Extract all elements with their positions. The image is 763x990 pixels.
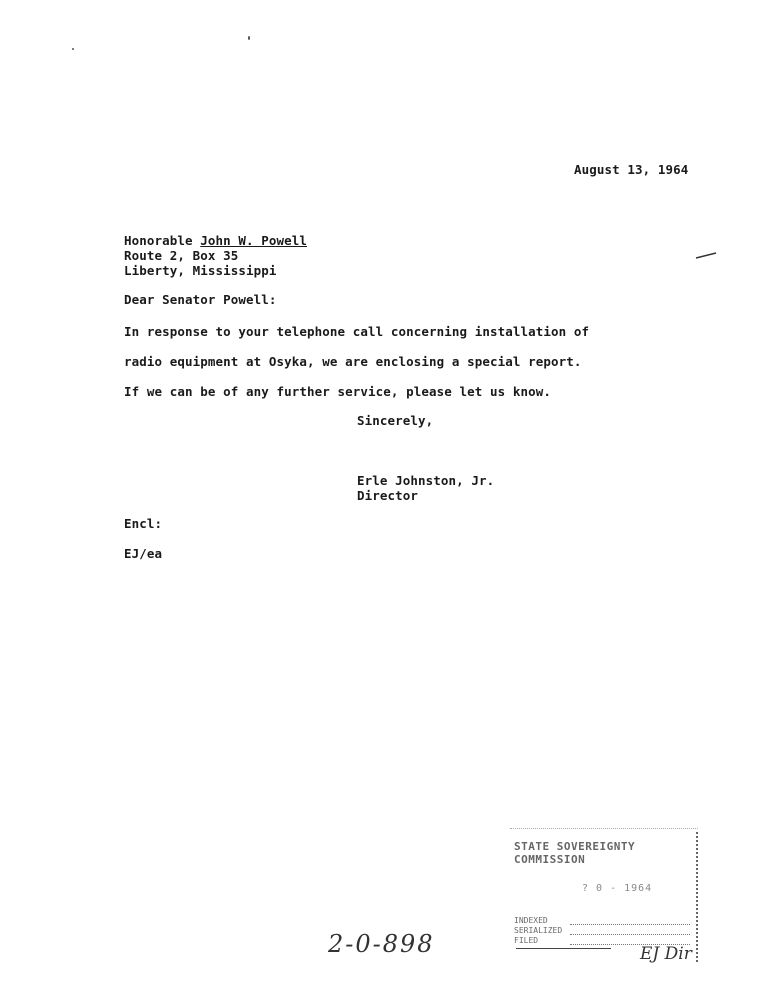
recipient-name: John W. Powell (200, 233, 308, 248)
received-stamp (510, 828, 698, 962)
body-paragraph-line: radio equipment at Osyka, we are enclosing a special report. (124, 354, 582, 369)
stamp-indexed: INDEXED (514, 916, 548, 925)
signer-name: Erle Johnston, Jr. (357, 473, 495, 488)
stamp-serialized: SERIALIZED (514, 926, 563, 935)
body-paragraph-line: In response to your telephone call concerning installation of (124, 324, 590, 339)
check-mark-icon (694, 250, 718, 262)
handwritten-file-number: 2-0-898 (328, 930, 435, 958)
closing: Sincerely, (357, 413, 434, 428)
recipient-line (124, 233, 307, 248)
stamp-filed: FILED (514, 936, 539, 945)
handwritten-initials: EJ Dir (640, 944, 692, 964)
reference-initials: EJ/ea (124, 546, 163, 561)
enclosure-note: Encl: (124, 516, 163, 531)
stamp-date: ? 0 - 1964 (582, 883, 653, 894)
letter-date: August 13, 1964 (574, 162, 689, 177)
scan-speck (248, 36, 250, 40)
stamp-fill-line (570, 924, 690, 925)
recipient-address-line1: Route 2, Box 35 (124, 248, 239, 263)
scan-speck (72, 48, 74, 50)
stamp-title: STATE SOVEREIGNTY COMMISSION (514, 840, 636, 866)
stamp-border-top (510, 828, 698, 829)
salutation: Dear Senator Powell: (124, 292, 277, 307)
stamp-fill-line (570, 934, 690, 935)
recipient-address-line2: Liberty, Mississippi (124, 263, 277, 278)
signer-title: Director (357, 488, 419, 503)
stamp-underline (516, 948, 611, 949)
body-paragraph-line: If we can be of any further service, please let us know. (124, 384, 552, 399)
recipient-title: Honorable (124, 233, 193, 248)
